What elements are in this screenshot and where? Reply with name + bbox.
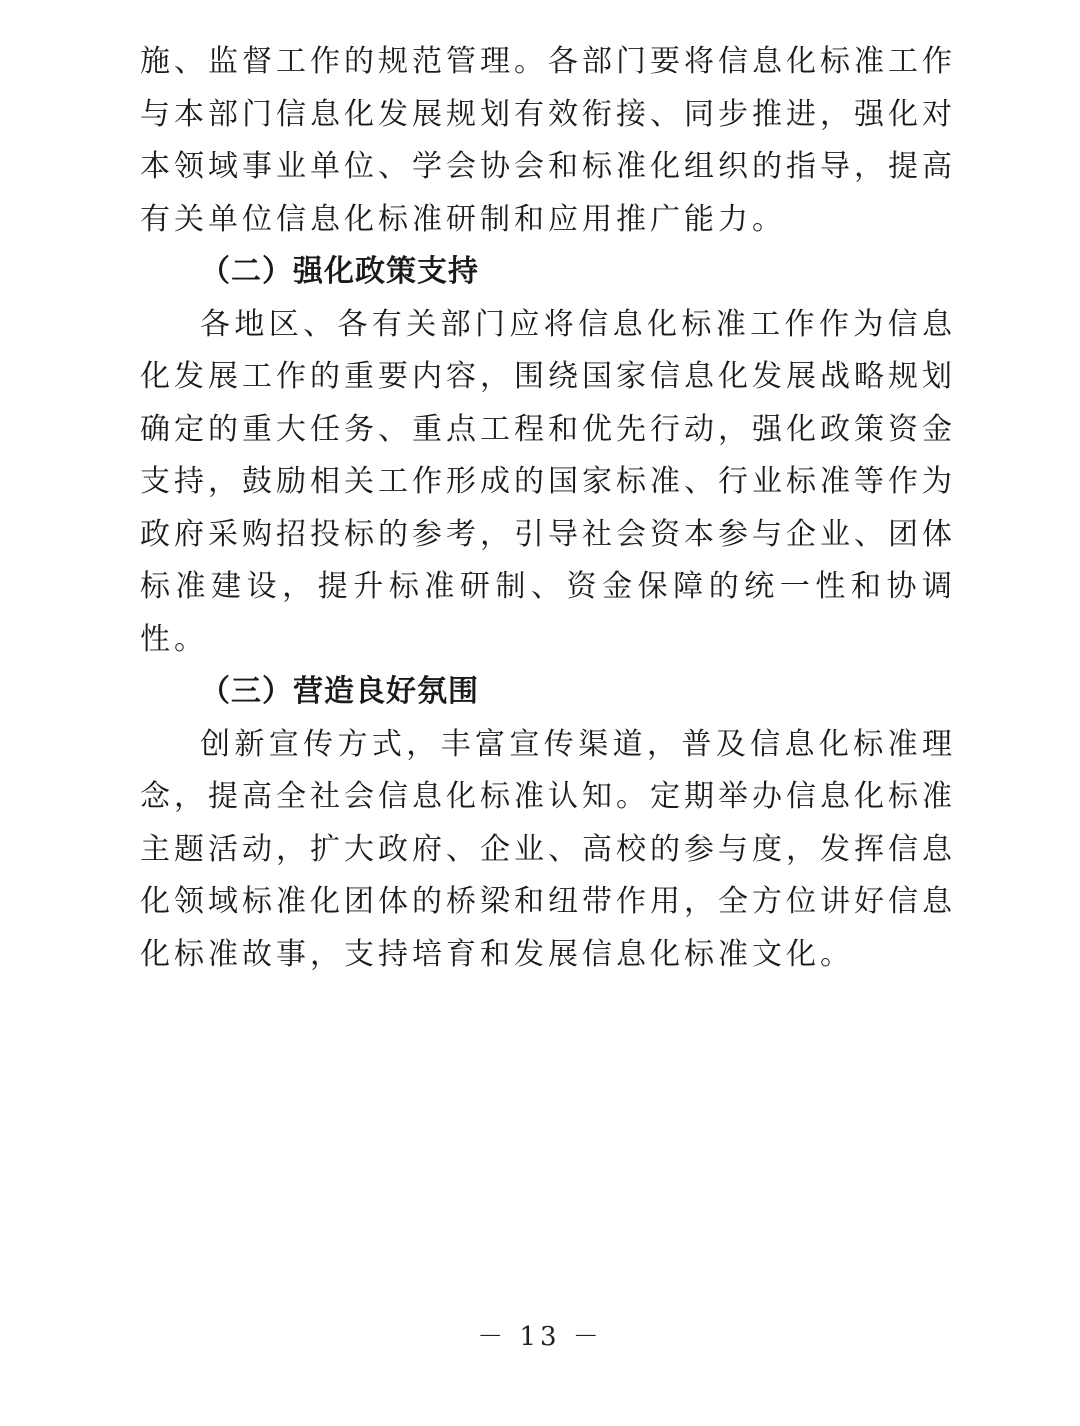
document-body xyxy=(140,36,956,981)
section-heading-atmosphere: （三）营造良好氛围 xyxy=(200,674,479,709)
section-heading-policy-support: （二）强化政策支持 xyxy=(200,254,479,289)
paragraph-continued: 施、监督工作的规范管理。各部门要将信息化标准工作与本部门信息化发展规划有效衔接、同步推进，强化对本领域事业单位、学会协会和标准化组织的指导，提高有关单位信息化标准研制和应用推广能力。 xyxy=(140,44,956,237)
page-number: － 13 － xyxy=(477,1322,603,1352)
paragraph-atmosphere: 创新宣传方式，丰富宣传渠道，普及信息化标准理念，提高全社会信息化标准认知。定期举办信息化标准主题活动，扩大政府、企业、高校的参与度，发挥信息化领域标准化团体的桥梁和纽带作用，全方位讲好信息化标准故事，支持培育和发展信息化标准文化。 xyxy=(140,726,956,972)
paragraph-policy-support: 各地区、各有关部门应将信息化标准工作作为信息化发展工作的重要内容，围绕国家信息化发展战略规划确定的重大任务、重点工程和优先行动，强化政策资金支持，鼓励相关工作形成的国家标准、行业标准等作为政府采购招投标的参考，引导社会资本参与企业、团体标准建设，提升标准研制、资金保障的统一性和协调性。 xyxy=(140,306,956,657)
